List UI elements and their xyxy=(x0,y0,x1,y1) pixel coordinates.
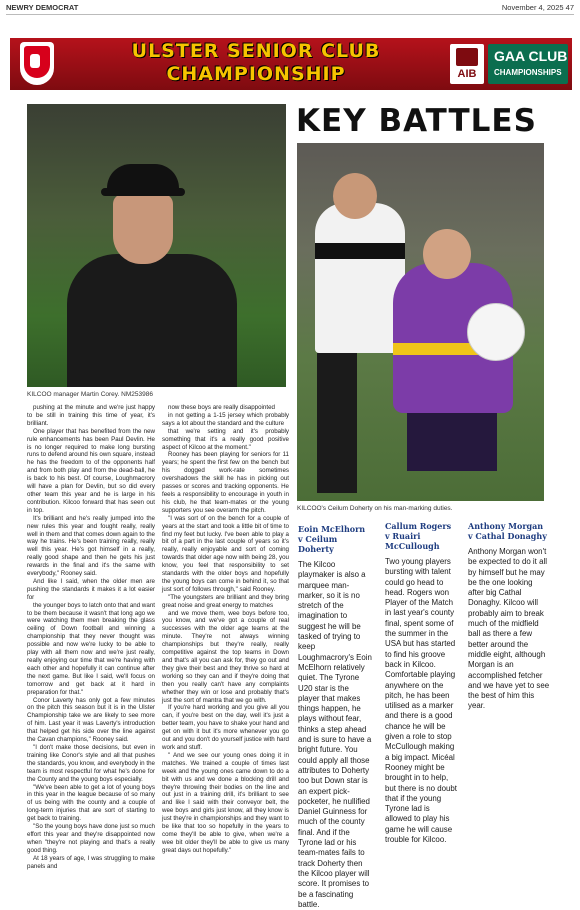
paragraph: And like I said, when the older men are pushing the standards it makes it a lot easier for xyxy=(27,577,155,601)
battle-heading: Eoin McElhorn v Ceilum Doherty xyxy=(298,524,366,554)
page-date: November 4, 2025 47 xyxy=(501,3,574,12)
paragraph: "I don't make those decisions, but even in training like Conor's style and all that pushes the standards, you know, and everybody in the team is most respectful for what he's done for the County and the young boys especially. xyxy=(27,743,155,783)
paragraph: It's brilliant and he's really jumped into the new rules this year and fought really, really well in them and that comes down again to the way he trains. He's been training really, really well this year. He's got himself in a really, really good shape and then he gets his just rewards in the final and it's the same with everybody," Rooney said. xyxy=(27,514,155,578)
paragraph: If you're hard working and you give all you can, if you're best on the day, well it's just a better team, you have to shake your hand and get on with it but it's more whenever you go out and you don't do yourself justice with hard work and stuff. xyxy=(162,704,289,751)
paragraph: the younger boys to latch onto that and want to be them because it wasn't that long ago we were watching them men breaking the glass ceiling of Down football and winning a championship that they never thought was possible and now we're lucky to be able to play with all them now and we're just really, really enjoying our time that we're having with each other and hopefully it can continue after the next game. But like I said, we'll focus on tomorrow and get back at it hard in preparation for that." xyxy=(27,601,155,696)
gaa-club-championships-logo xyxy=(488,44,568,84)
paragraph: "So the young boys have done just so much effort this year and they're disappointed now when "they're not playing and that's a really good thing. xyxy=(27,823,155,854)
paragraph: Rooney has been playing for seniors for 11 years; he spent the first few on the bench but his dogged work-rate sometimes overshadows the skill he has in picking out passes or scores and tracking opponents. He feels a responsibility to encourage in youth in his club, he that team-mates or the young supporters you see overarm the pitch. xyxy=(162,451,289,514)
paragraph: and we move them, wee boys before too, you know, and we've got a couple of real successes with the older age teams at the minute. They're not always winning championships but they're really, really competitive against the top teams in Down and that's all you can ask for, they go out and they give their best and they thrive so hard at working so they can and if they're doing that then you really can't have any complaints whether they win or lose and probably that's just the sort of mantra that we go with. xyxy=(162,609,289,704)
aib-logo-icon xyxy=(450,44,484,84)
battle-body: Two young players bursting with talent could go head to head. Rogers won Player of the Match in last year's county final, spent some of the summer in the USA but has started to find his groove back in Kilcoo. Comfortable playing anywhere on the pitch, he has been utilised as a marker and there is a good chance he will be given a role to stop McCullough making a big impact. Micéal Rooney might be brought in to help, but there is no doubt that if the young Tyrone lad is allowed to play his game he will cause trouble for Kilcoo. xyxy=(385,557,457,845)
championship-banner xyxy=(10,38,572,90)
article-column-1 xyxy=(27,404,155,870)
page-header xyxy=(6,2,574,15)
battle-3 xyxy=(468,521,550,712)
paragraph: " And we see our young ones doing it in matches. We trained a couple of times last week and the young ones came down to do a bit with us and we done a blocking drill and they're throwing their bodies on the line and out just in a training drill, it's brilliant to see and like I said with their conveyor belt, the wee boys and girls just know, all they know is just they're in championships and they want to be like that too so hopefully in the years to come they'll be able to give, when we're a wee bit older they'll be able to give us many great days out hopefully." xyxy=(162,751,289,854)
paragraph: At 18 years of age, I was struggling to make panels and xyxy=(27,854,155,870)
battle-2 xyxy=(385,521,457,845)
ulster-crest-icon xyxy=(20,42,54,85)
gaa-logo-subtext: CHAMPIONSHIPS xyxy=(494,68,562,77)
action-photo-caption: KILCOO's Ceilum Doherty on his man-marking duties. xyxy=(297,505,453,512)
section-title: KEY BATTLES xyxy=(296,103,537,139)
banner-title-line1: ULSTER SENIOR CLUB xyxy=(131,40,381,62)
paragraph: now these boys are really disappointed xyxy=(168,404,275,411)
paragraph: Conor Laverty has only got a few minutes on the pitch this season but it is in the Ulster Championship take we are likely to see more of him. Last year it was Laverty's introduction that helped get his side over the line against the Cavan champions," Rooney said. xyxy=(27,696,155,744)
paragraph: "The youngsters are brilliant and they bring great noise and great energy to matches xyxy=(162,593,289,609)
battle-body: Anthony Morgan won't be expected to do it all by himself but he may be the one looking after big Cathal Donaghy. Kilcoo will probably aim to break much of the midfield ball as there a few better around the middle eight, although Morgan is an accomplished fetcher and we have yet to see the best of him this year. xyxy=(468,547,550,711)
manager-photo-caption: KILCOO manager Martin Corey. NM253986 xyxy=(27,391,153,398)
aib-logo-text: AIB xyxy=(457,68,477,80)
manager-photo xyxy=(27,104,286,387)
battle-body: The Kilcoo playmaker is also a marquee man-marker, so it is no stretch of the imagination to suggest he will be tasked of trying to keep Loughmacrory's Eoin McElhorn relatively quiet. The Tyrone U20 star is the player that makes things happen, he plays without fear, thinks a step ahead and is sure to have a bright future. You could apply all those attributes to Doherty too but Down star is an expert pick-pocketer, he nullified Daniel Guinness for much of the county final. And if the Tyrone lad or his team-mates fails to track Doherty then the Kilcoo player will score. It promises to be a fascinating battle. xyxy=(298,560,372,909)
paragraph: in not getting a 1-15 jersey which probably says a lot about the standard and the culture xyxy=(162,411,289,427)
battle-1 xyxy=(298,524,372,910)
publication-name: NEWRY DEMOCRAT xyxy=(6,3,79,12)
paragraph: that we're setting and it's probably something that it's a really good positive aspect of Kilcoo at the moment." xyxy=(162,427,289,451)
paragraph: pushing at the minute and we're just happy to be still in training this time of year, it's brilliant. xyxy=(27,404,155,427)
gaa-logo-text: GAA CLUB xyxy=(494,48,568,64)
article-column-2 xyxy=(162,404,289,855)
battle-heading: Callum Rogers v Ruairi McCullough xyxy=(385,521,452,551)
paragraph: One player that has benefited from the new rule enhancements has been Paul Devlin. He is no longer required to make long bursting runs to defend around his own square, instead he has the freedom to of the opponents half and from both play and from the dead-ball, he is back to his best. Of course, Loughmacrory will have a plan for Devlin, but so did every other team this year and he is large in his contribution. Kilcoo forward that has seen out in top. xyxy=(27,427,155,514)
battle-heading: Anthony Morgan v Cathal Donaghy xyxy=(468,521,547,541)
match-action-photo xyxy=(297,143,544,501)
paragraph: "We've been able to get a lot of young boys in this year in the league because of so many of us being with the county and a couple of long-term injuries that are sort of starting to get back to training. xyxy=(27,783,155,823)
paragraph: "I was sort of on the bench for a couple of years at the start and took a little bit of time to find my feet but lucky. I've been able to play a bit of a part in the last couple of years so it's really, really enjoyable and sort of coming towards that older age now with being 28, you know, you feel that responsibility to set standards with the older boys and hopefully the young boys can come in behind it, so that just sort of follows through," said Rooney. xyxy=(162,514,289,593)
banner-title-line2: CHAMPIONSHIP xyxy=(166,63,346,85)
